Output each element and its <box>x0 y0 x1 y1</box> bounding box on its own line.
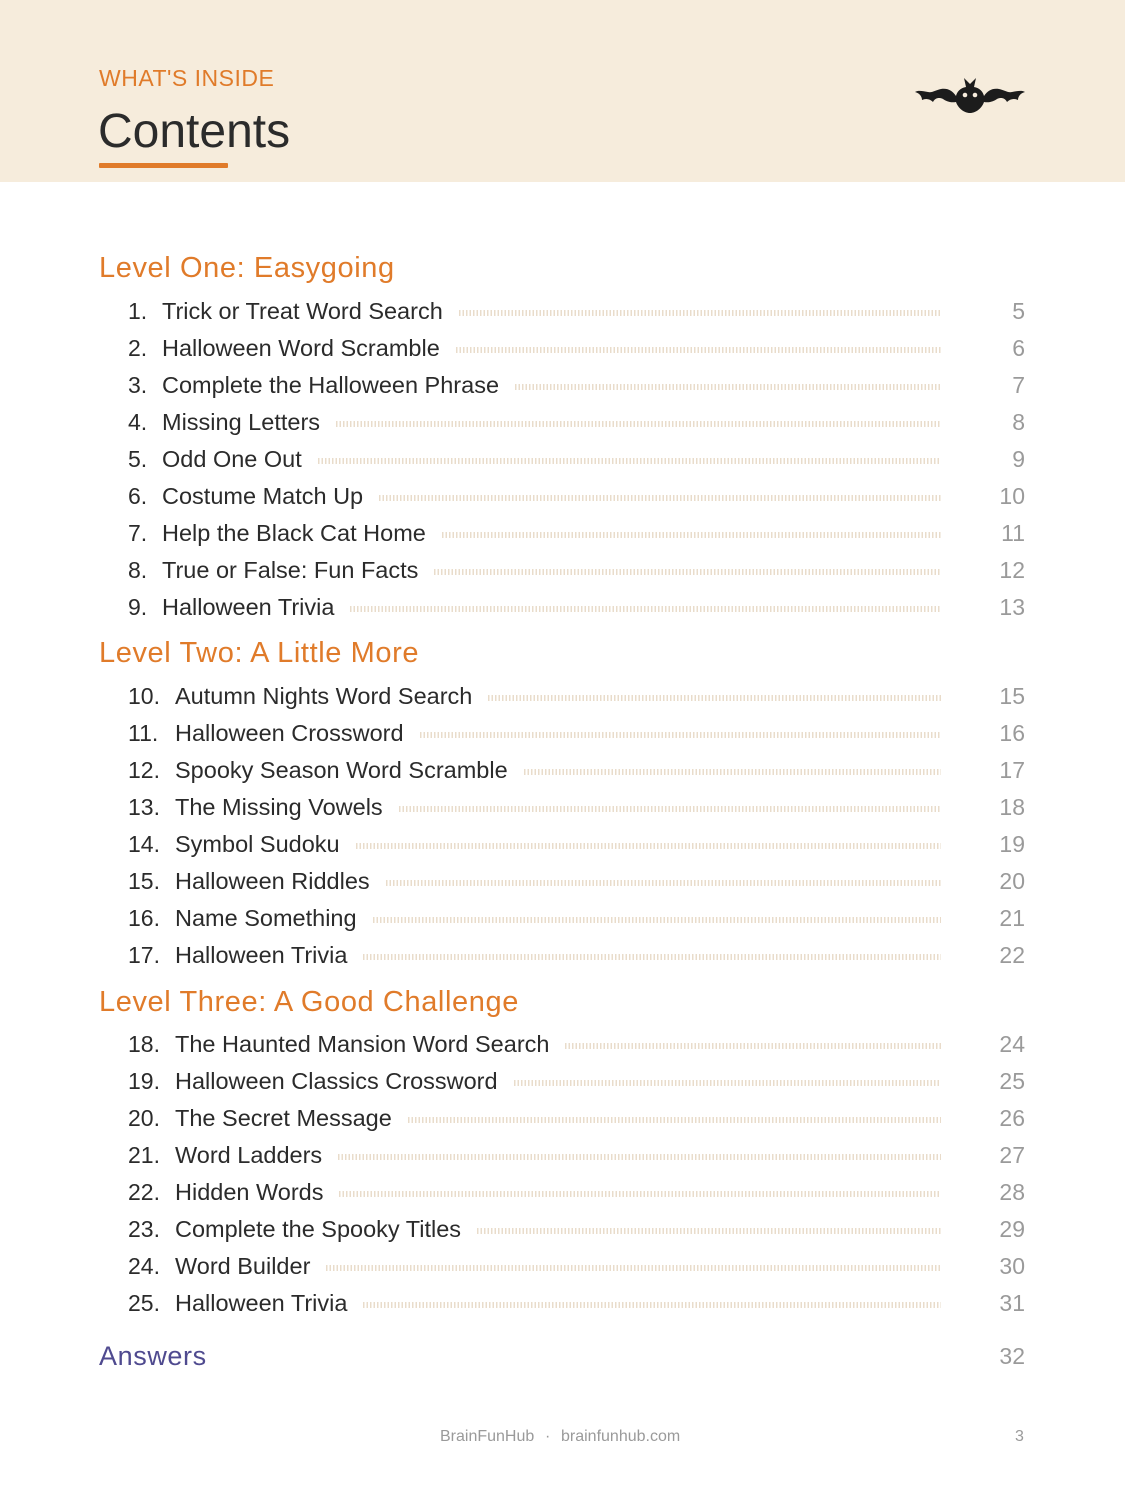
entry-page-number: 30 <box>999 1252 1025 1279</box>
page-title: Contents <box>98 105 291 158</box>
toc-entry[interactable] <box>128 407 1025 437</box>
toc-entry[interactable] <box>128 333 1025 363</box>
entry-page-number: 31 <box>999 1289 1025 1316</box>
toc-entry[interactable] <box>128 555 1025 585</box>
entry-page-number: 21 <box>999 904 1025 931</box>
entry-page-number: 26 <box>999 1104 1025 1131</box>
entry-page-number: 7 <box>1012 371 1025 398</box>
entry-title: Complete the Halloween Phrase <box>162 371 500 398</box>
entry-number: 12. <box>128 756 160 783</box>
entry-page-number: 11 <box>1001 519 1025 546</box>
entry-page-number: 9 <box>1012 445 1025 472</box>
entry-number: 9. <box>128 593 148 620</box>
entry-number: 1. <box>128 297 148 324</box>
entry-title: Costume Match Up <box>162 482 364 509</box>
entry-number: 5. <box>128 445 148 472</box>
toc-entry[interactable] <box>128 1029 1025 1059</box>
entry-number: 18. <box>128 1030 160 1057</box>
dot-leader <box>408 1117 941 1123</box>
entry-number: 16. <box>128 904 160 931</box>
dot-leader <box>399 806 941 812</box>
entry-number: 17. <box>128 941 160 968</box>
dot-leader <box>386 880 941 886</box>
entry-number: 15. <box>128 867 160 894</box>
dot-leader <box>524 769 941 775</box>
entry-number: 10. <box>128 682 160 709</box>
toc-entry[interactable] <box>128 518 1025 548</box>
entry-title: Halloween Trivia <box>162 593 335 620</box>
toc-entry[interactable] <box>128 1251 1025 1281</box>
dot-leader <box>456 347 941 353</box>
entry-number: 19. <box>128 1067 160 1094</box>
toc-entry[interactable] <box>128 1140 1025 1170</box>
dot-leader <box>339 1191 941 1197</box>
entry-title: Hidden Words <box>175 1178 324 1205</box>
entry-number: 4. <box>128 408 148 435</box>
entry-page-number: 15 <box>999 682 1025 709</box>
entry-number: 11. <box>128 719 159 746</box>
dot-leader <box>318 458 941 464</box>
entry-title: The Missing Vowels <box>175 793 383 820</box>
toc-entry[interactable] <box>128 1214 1025 1244</box>
dot-leader <box>459 310 941 316</box>
entry-title: True or False: Fun Facts <box>162 556 419 583</box>
entry-page-number: 18 <box>999 793 1025 820</box>
footer-separator: · <box>545 1428 551 1445</box>
dot-leader <box>515 384 941 390</box>
dot-leader <box>336 421 941 427</box>
entry-page-number: 8 <box>1012 408 1025 435</box>
entry-page-number: 10 <box>999 482 1025 509</box>
toc-entry[interactable] <box>128 370 1025 400</box>
entry-number: 14. <box>128 830 160 857</box>
entry-title: Symbol Sudoku <box>175 830 340 857</box>
section-heading: Level Two: A Little More <box>99 637 420 669</box>
toc-entry[interactable] <box>128 718 1025 748</box>
footer-page-number: 3 <box>1015 1428 1024 1445</box>
dot-leader <box>488 695 941 701</box>
entry-title: The Haunted Mansion Word Search <box>175 1030 550 1057</box>
toc-entry[interactable] <box>128 792 1025 822</box>
dot-leader <box>363 1302 941 1308</box>
entry-number: 25. <box>128 1289 160 1316</box>
entry-title: Halloween Word Scramble <box>162 334 440 361</box>
entry-number: 20. <box>128 1104 160 1131</box>
entry-page-number: 29 <box>999 1215 1025 1242</box>
entry-title: Halloween Crossword <box>175 719 404 746</box>
toc-entry[interactable] <box>128 1066 1025 1096</box>
section-heading: Level One: Easygoing <box>99 252 395 284</box>
entry-number: 7. <box>128 519 148 546</box>
toc-entry[interactable] <box>128 1103 1025 1133</box>
entry-title: The Secret Message <box>175 1104 392 1131</box>
entry-number: 21. <box>128 1141 160 1168</box>
toc-entry[interactable] <box>128 866 1025 896</box>
entry-title: Name Something <box>175 904 357 931</box>
toc-answers-entry[interactable] <box>99 1339 1025 1373</box>
entry-page-number: 27 <box>999 1141 1025 1168</box>
toc-entry[interactable] <box>128 481 1025 511</box>
entry-title: Halloween Trivia <box>175 941 348 968</box>
dot-leader <box>326 1265 941 1271</box>
entry-title: Halloween Trivia <box>175 1289 348 1316</box>
entry-title: Halloween Riddles <box>175 867 370 894</box>
header-kicker: WHAT'S INSIDE <box>99 65 275 91</box>
toc-entry[interactable] <box>128 444 1025 474</box>
entry-page-number: 19 <box>999 830 1025 857</box>
toc-entry[interactable] <box>128 829 1025 859</box>
entry-page-number: 6 <box>1012 334 1025 361</box>
toc-entry[interactable] <box>128 903 1025 933</box>
entry-number: 22. <box>128 1178 160 1205</box>
entry-page-number: 20 <box>999 867 1025 894</box>
dot-leader <box>373 917 941 923</box>
footer-website: brainfunhub.com <box>561 1428 681 1445</box>
toc-entry[interactable] <box>128 940 1025 970</box>
entry-number: 2. <box>128 334 148 361</box>
dot-leader <box>363 954 941 960</box>
dot-leader <box>442 532 941 538</box>
entry-title: Halloween Classics Crossword <box>175 1067 498 1094</box>
dot-leader <box>338 1154 941 1160</box>
entry-title: Word Ladders <box>175 1141 323 1168</box>
entry-page-number: 28 <box>999 1178 1025 1205</box>
dot-leader <box>350 606 941 612</box>
toc-entry[interactable] <box>128 681 1025 711</box>
toc-entry[interactable] <box>128 755 1025 785</box>
dot-leader <box>565 1043 941 1049</box>
entry-page-number: 16 <box>999 719 1025 746</box>
entry-title: Missing Letters <box>162 408 321 435</box>
entry-number: 23. <box>128 1215 160 1242</box>
dot-leader <box>379 495 941 501</box>
entry-title: Complete the Spooky Titles <box>175 1215 462 1242</box>
entry-title: Trick or Treat Word Search <box>162 297 443 324</box>
toc-entry[interactable] <box>128 1288 1025 1318</box>
entry-title: Autumn Nights Word Search <box>175 682 473 709</box>
entry-title: Spooky Season Word Scramble <box>175 756 508 783</box>
entry-number: 24. <box>128 1252 160 1279</box>
footer-brand: BrainFunHub <box>440 1428 535 1445</box>
entry-page-number: 5 <box>1012 297 1025 324</box>
entry-page-number: 17 <box>999 756 1025 783</box>
dot-leader <box>356 843 941 849</box>
entry-title: Odd One Out <box>162 445 302 472</box>
entry-number: 13. <box>128 793 160 820</box>
toc-entry[interactable] <box>128 1177 1025 1207</box>
entry-page-number: 13 <box>999 593 1025 620</box>
toc-entry[interactable] <box>128 296 1025 326</box>
dot-leader <box>477 1228 941 1234</box>
entry-number: 8. <box>128 556 148 583</box>
entry-page-number: 12 <box>999 556 1025 583</box>
entry-title: Word Builder <box>175 1252 311 1279</box>
entry-number: 3. <box>128 371 148 398</box>
entry-page-number: 24 <box>999 1030 1025 1057</box>
dot-leader <box>434 569 941 575</box>
entry-number: 6. <box>128 482 148 509</box>
dot-leader <box>514 1080 941 1086</box>
toc-entry[interactable] <box>128 592 1025 622</box>
dot-leader <box>420 732 941 738</box>
answers-page-number: 32 <box>999 1342 1025 1369</box>
entry-title: Help the Black Cat Home <box>162 519 426 546</box>
section-heading: Level Three: A Good Challenge <box>99 986 519 1018</box>
entry-page-number: 25 <box>999 1067 1025 1094</box>
answers-label: Answers <box>99 1340 207 1371</box>
entry-page-number: 22 <box>999 941 1025 968</box>
